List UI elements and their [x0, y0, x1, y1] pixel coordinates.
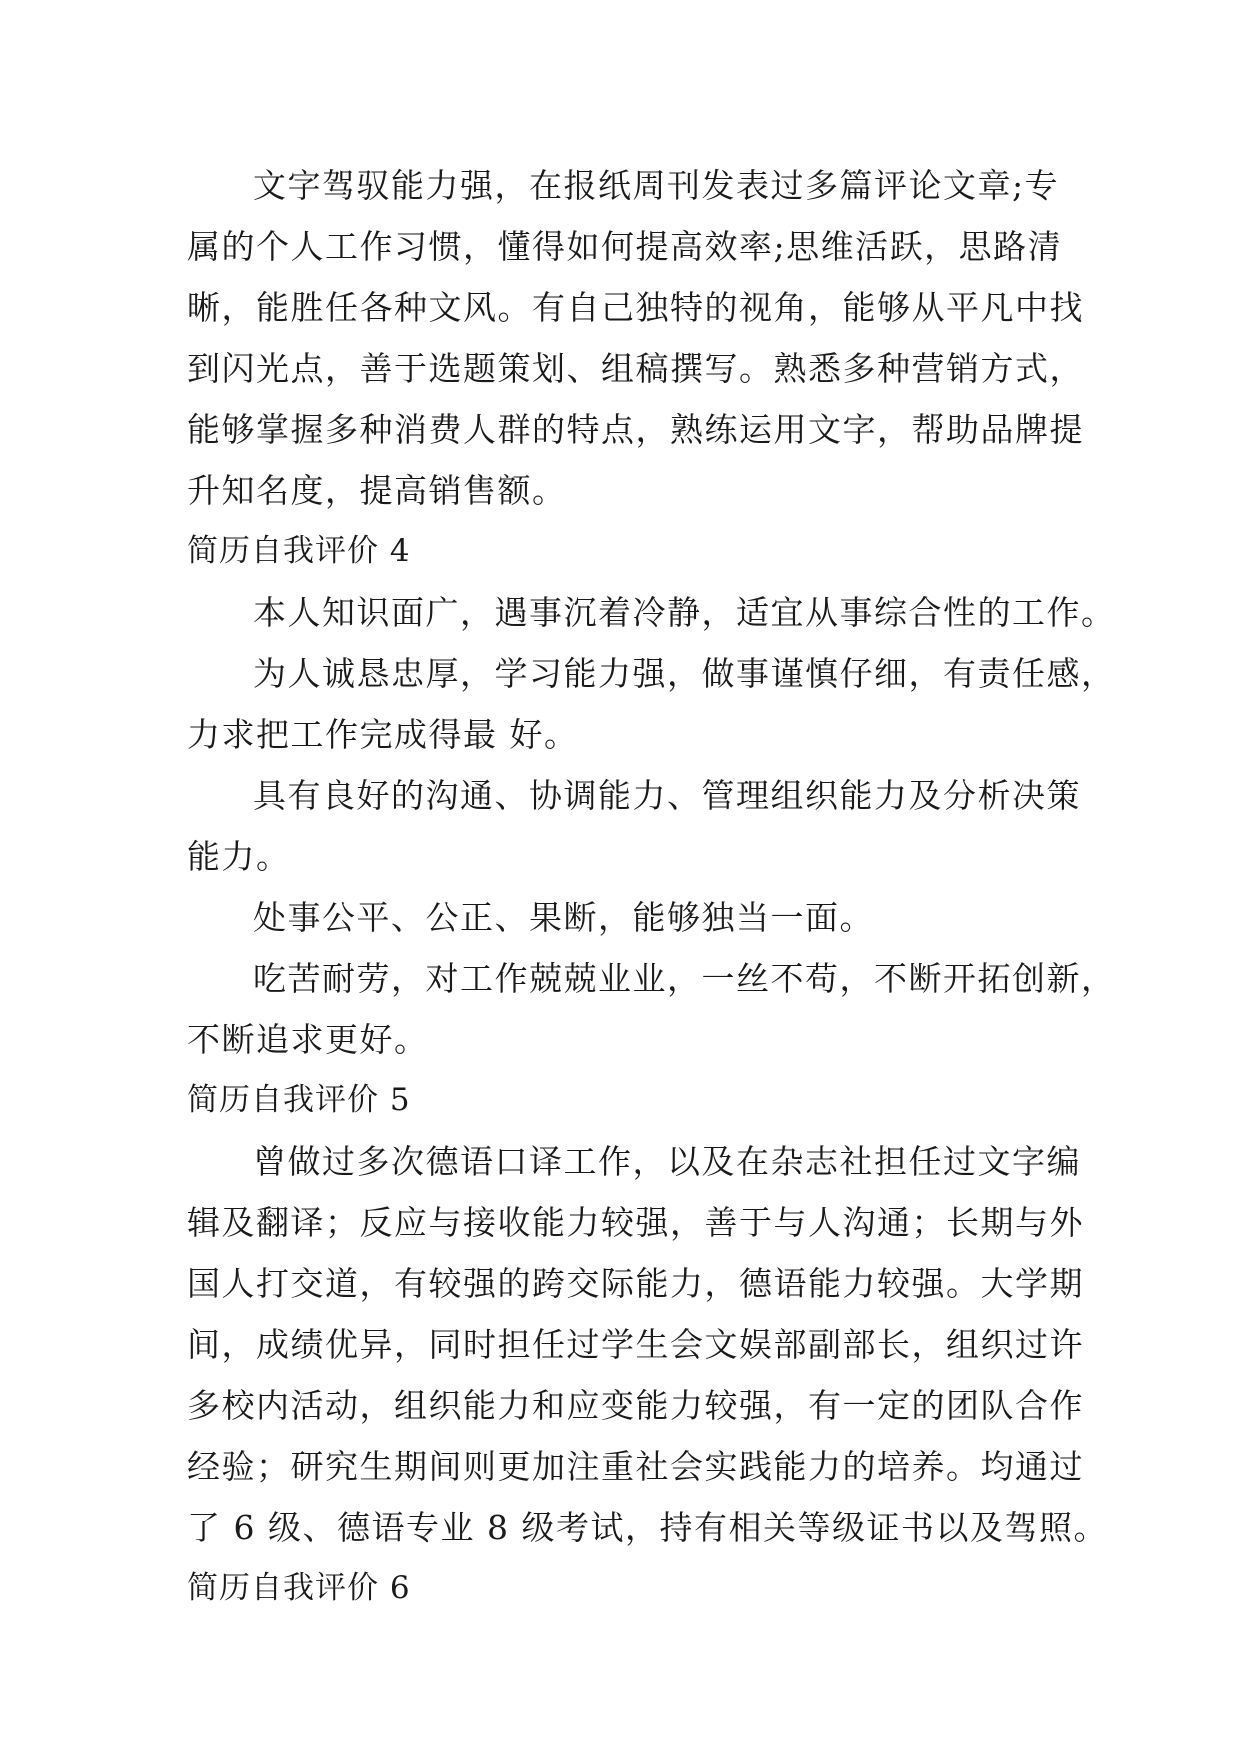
paragraph-line: 处事公平、公正、果断，能够独当一面。 — [253, 898, 874, 937]
paragraph-line: 到闪光点，善于选题策划、组稿撰写。熟悉多种营销方式， — [187, 349, 1084, 388]
paragraph-line: 能够掌握多种消费人群的特点，熟练运用文字，帮助品牌提 — [187, 410, 1084, 449]
paragraph-line: 升知名度，提高销售额。 — [187, 471, 567, 510]
paragraph-line: 辑及翻译；反应与接收能力较强，善于与人沟通；长期与外 — [187, 1203, 1084, 1242]
paragraph-line: 属的个人工作习惯，懂得如何提高效率;思维活跃，思路清 — [187, 227, 1063, 266]
section-heading: 简历自我评价 5 — [187, 1082, 411, 1118]
paragraph-line: 吃苦耐劳，对工作兢兢业业，一丝不苟，不断开拓创新， — [253, 959, 1116, 998]
section-heading: 简历自我评价 6 — [187, 1570, 411, 1606]
paragraph-line: 间，成绩优异，同时担任过学生会文娱部副部长，组织过许 — [187, 1325, 1084, 1364]
paragraph-line: 了 6 级、德语专业 8 级考试，持有相关等级证书以及驾照。 — [187, 1508, 1108, 1547]
paragraph-line: 本人知识面广，遇事沉着冷静，适宜从事综合性的工作。 — [253, 593, 1116, 632]
section-heading: 简历自我评价 4 — [187, 533, 411, 569]
paragraph-line: 国人打交道，有较强的跨交际能力，德语能力较强。大学期 — [187, 1264, 1084, 1303]
paragraph-line: 能力。 — [187, 837, 291, 876]
paragraph-line: 文字驾驭能力强，在报纸周刊发表过多篇评论文章;专 — [253, 166, 1060, 205]
paragraph-line: 为人诚恳忠厚，学习能力强，做事谨慎仔细，有责任感， — [253, 654, 1116, 693]
paragraph-line: 曾做过多次德语口译工作，以及在杂志社担任过文字编 — [253, 1142, 1081, 1181]
paragraph-line: 经验；研究生期间则更加注重社会实践能力的培养。均通过 — [187, 1447, 1084, 1486]
paragraph-line: 力求把工作完成得最 好。 — [187, 715, 579, 754]
paragraph-line: 不断追求更好。 — [187, 1020, 429, 1059]
paragraph-line: 多校内活动，组织能力和应变能力较强，有一定的团队合作 — [187, 1386, 1084, 1425]
paragraph-line: 具有良好的沟通、协调能力、管理组织能力及分析决策 — [253, 776, 1081, 815]
paragraph-line: 晰，能胜任各种文风。有自己独特的视角，能够从平凡中找 — [187, 288, 1084, 327]
document-body — [187, 155, 1116, 1619]
